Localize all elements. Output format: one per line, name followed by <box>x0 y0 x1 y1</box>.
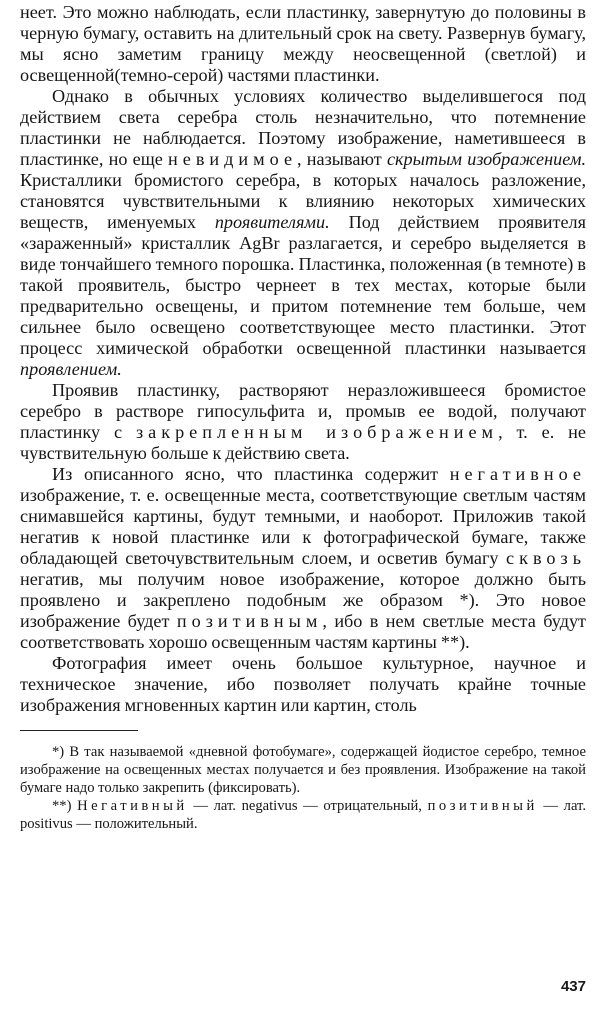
text-run: Кристаллики бромистого серебра, в которых началось разложение, становятся чувствительными к влиянию некоторых химических веществ, именуемых <box>20 170 586 232</box>
spaced-term: позитивным <box>176 611 323 631</box>
spaced-term: негативное <box>449 464 586 484</box>
text-run: Однако в обычных условиях количество выделившегося под действием света серебра столь незначительно, что потемнение пластинки не наблюдается. Поэтому изображение, наметившееся в пластинке, но еще <box>20 86 586 169</box>
body-text <box>20 2 586 716</box>
italic-term: скрытым изображением. <box>386 149 586 169</box>
paragraph <box>20 2 586 86</box>
text-run: Из описанного ясно, что пластинка содержит <box>52 464 450 484</box>
text-run: **) <box>52 798 78 814</box>
page-number: 437 <box>560 978 586 995</box>
text-run: , ибо в нем светлые места будут соответствовать хорошо освещенным частям картины **). <box>20 611 586 652</box>
footnote <box>20 797 586 833</box>
text-run: негатив, мы получим новое изображение, которое должно быть проявлено и закреплено подобным же образом *). Это новое изображение будет <box>20 569 586 631</box>
text-run: , т. е. не чувствительную больше к действию света. <box>20 422 586 463</box>
spaced-term: позитивный <box>427 798 538 814</box>
footnote-divider <box>20 730 138 731</box>
text-run: — лат. positivus — положительный. <box>20 798 586 832</box>
italic-term: проявлением. <box>20 359 122 379</box>
text-run: неет. Это можно наблюдать, если пластинку, завернутую до половины в черную бумагу, оставить на длительный срок на свету. Развернув бумагу, мы ясно заметим границу между неосвещенной (светлой) и освещенной(темно-серой) частями пластинки. <box>20 2 586 85</box>
book-page <box>20 2 586 833</box>
footnote <box>20 743 586 797</box>
text-run: Фотография имеет очень большое культурное, научное и техническое значение, ибо позволяет получать крайне точные изображения мгновенных картин или картин, столь <box>20 653 586 715</box>
text-run: изображение, т. е. освещенные места, соответствующие светлым частям снимавшейся картины, будут темными, и наоборот. Приложив такой негатив к новой пластинке или к фотографической бумаге, также обладающей светочувствительным слоем, и осветив бумагу <box>20 485 586 568</box>
text-run: — лат. negativus — отрицательный, <box>187 798 428 814</box>
paragraph <box>20 653 586 716</box>
paragraph <box>20 464 586 653</box>
text-run: , называют <box>297 149 387 169</box>
paragraph <box>20 86 586 380</box>
footnotes <box>20 743 586 833</box>
text-run: Проявив пластинку, растворяют неразложившееся бромистое серебро в растворе гипосульфита и, промыв ее водой, получают пластинку с <box>20 380 586 442</box>
italic-term: проявителями. <box>214 212 330 232</box>
spaced-term: Негативный <box>77 798 188 814</box>
spaced-term: закрепленным изображением <box>136 422 499 442</box>
text-run: Под действием проявителя «зараженный» кристаллик AgBr разлагается, и серебро выделяется в виде тончайшего темного порошка. Пластинка, положенная (в темноте) в такой проявитель, быстро чернеет в тех местах, которые были предварительно освещены, и притом потемнение тем больше, чем сильнее было освещено соответствующее место пластинки. Этот процесс химической обработки освещенной пластинки называется <box>20 212 586 358</box>
spaced-term: невидимое <box>168 149 298 169</box>
paragraph <box>20 380 586 464</box>
text-run: *) В так называемой «дневной фотобумаге», содержащей йодистое серебро, темное изображение на освещенных местах получается и без проявления. Изображение на такой бумаге надо только закрепить (фиксировать). <box>20 744 586 796</box>
spaced-term: сквозь <box>506 548 586 568</box>
